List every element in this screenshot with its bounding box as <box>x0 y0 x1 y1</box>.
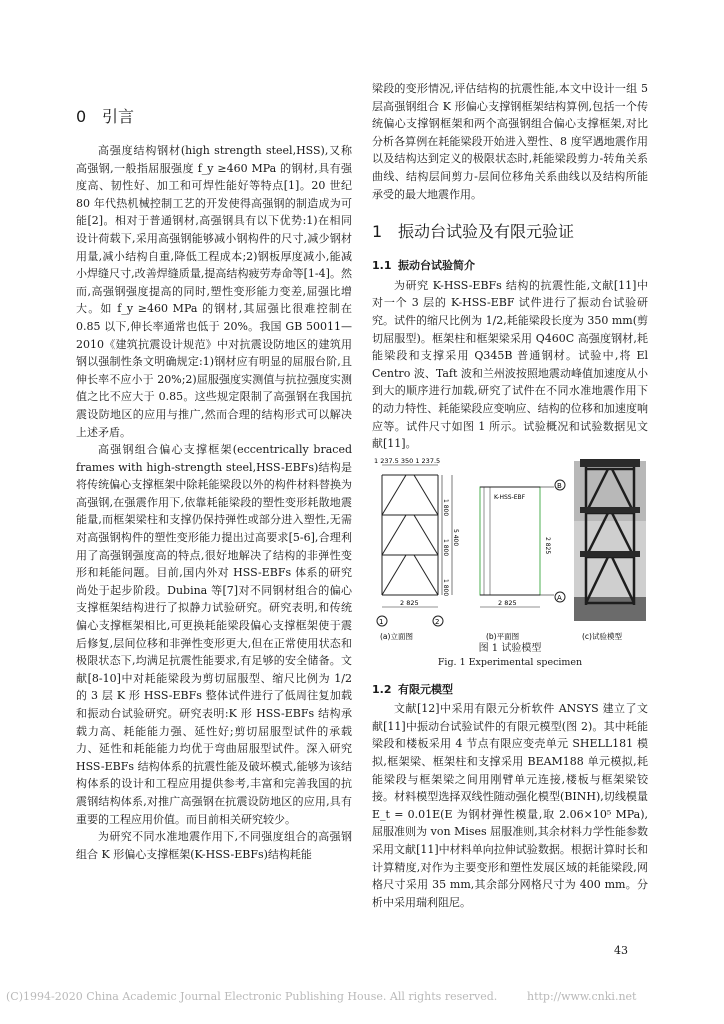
subsection-title: 振动台试验简介 <box>398 259 475 273</box>
right-column <box>372 80 648 911</box>
subsection-number: 1.1 <box>372 259 392 273</box>
figure-caption-en: Fig. 1 Experimental specimen <box>437 656 583 668</box>
subsection-1-2-heading <box>372 681 648 699</box>
paragraph: 为研究不同水准地震作用下,不同强度组合的高强钢组合 K 形偏心支撑框架(K-HSS-EBFs)结构耗能 <box>76 830 352 861</box>
dim-1800-b: 1 800 <box>442 538 449 556</box>
test-model-photo <box>574 459 646 621</box>
subcaption-a: (a)立面图 <box>380 631 413 641</box>
subsection-title: 有限元模型 <box>398 682 453 696</box>
dim-1800-c: 1 800 <box>442 578 449 596</box>
figure-1-drawing <box>372 457 648 642</box>
section-number: 0 <box>76 107 87 126</box>
subcaption-b: (b)平面图 <box>486 631 520 641</box>
subsection-number: 1.2 <box>372 682 392 696</box>
dim-side: 2 825 <box>544 536 551 554</box>
dim-1800-a: 1 800 <box>442 498 449 516</box>
ebf-label: K-HSS-EBF <box>494 493 526 501</box>
dim-total: 5 400 <box>452 528 459 546</box>
footer-url: http://www.cnki.net <box>527 990 637 1003</box>
paragraph: 高强钢组合偏心支撑框架(eccentrically braced frames with high-strength steel,HSS-EBFs)结构是将传统偏心支撑框架中除耗能梁段以外的构件材料替换为高强钢,在强震作用下,依靠耗能梁段的塑性变形耗散地震能量,而框架梁柱和支撑仍保持弹性或部分进入塑性,无需对高强钢构件的塑性变形能力提出过高要求[5-6],合理利用了高强钢强度高的特点,很好地解决了结构的非弹性变形和耗能问题。目前,国内外对 HSS-EBFs 体系的研究尚处于起步阶段。Dubina 等[7]对不同钢材组合的偏心支撑框架结构进行了拟静力试验研究。研究表明,和传统偏心支撑框架相比,可更换耗能梁段偏心支撑框架使于震后修复,层间位移和非弹性变形更大,但在正常使用状态和极限状态下,均满足抗震性能要求,有足够的安全储备。文献[8-10]中对耗能梁段为剪切屈服型、缩尺比例为 1/2 的 3 层 K 形 HSS-EBFs 整体试件进行了低周往复加载和振动台试验研究。研究表明:K 形 HSS-EBFs 结构承载力高、耗能能力强、延性好;剪切屈服型试件的承载力、延性和耗能能力均优于弯曲屈服型试件。深入研究 HSS-EBFs 结构体系的抗震性能及破坏模式,能够为该结构体系的设计和工程应用提供参考,丰富和完善我国的抗震钢结构体系,对推广高强钢在抗震设防地区的应用,具有重要的工程应用价值。而目前相关研究较少。 <box>76 443 352 826</box>
section-0-heading <box>76 106 352 128</box>
paragraph: 文献[12]中采用有限元分析软件 ANSYS 建立了文献[11]中振动台试验试件的有限元模型(图 2)。其中耗能梁段和楼板采用 4 节点有限应变壳单元 SHELL181 模拟,框架梁、框架柱和支撑采用 BEAM188 单元模拟,耗能梁段与框架梁之间用刚臂单元连接,楼板与框架梁铰接。材料模型选择双线性随动强化模型(BINH),切线模量 E_t = 0.01E(E 为钢材弹性模量,取 2.06×10⁵ MPa),屈服准则为 von Mises 屈服准则,其余材料力学性能参数采用文献[11]中材料单向拉伸试验数据。根据计算时长和计算精度,对作为主要变形和塑性发展区域的耗能梁段,网格尺寸采用 35 mm,其余部分网格尺寸为 400 mm。分析中采用瑞利阻尼。 <box>372 702 648 909</box>
section-number: 1 <box>372 222 383 242</box>
dim-bottom-a: 2 825 <box>400 598 419 607</box>
axis-label-a: A <box>557 593 562 602</box>
axis-label-1: 1 <box>379 617 384 626</box>
section-title: 引言 <box>102 107 135 126</box>
paragraph: 为研究 K-HSS-EBFs 结构的抗震性能,文献[11]中对一个 3 层的 K-HSS-EBF 试件进行了振动台试验研究。试件的缩尺比例为 1/2,耗能梁段长度为 350 mm(剪切屈服型)。框架柱和框架梁采用 Q460C 高强度钢材,耗能梁段和支撑采用 Q345B 普通钢材。试验中,将 El Centro 波、Taft 波和兰州波按照地震动峰值加速度从小到大的顺序进行加载,研究了试件在不同水准地震作用下的动力特性、耗能梁段应变响应、结构的位移和加速度响应等。试件尺寸如图 1 所示。试验概况和试验数据见文献[11]。 <box>372 278 648 451</box>
figure-1 <box>372 457 648 642</box>
left-column <box>76 96 352 863</box>
paragraph: 梁段的变形情况,评估结构的抗震性能,本文中设计一组 5 层高强钢组合 K 形偏心支撑钢框架结构算例,包括一个传统偏心支撑钢框架和两个高强钢组合偏心支撑框架,对比分析各算例在耗能梁段开始进入塑性、8 度罕遇地震作用以及结构达到定义的极限状态时,耗能梁段剪力-转角关系曲线、结构层间剪力-层间位移角关系曲线以及结构所能承受的最大地震作用。 <box>372 82 648 201</box>
axis-label-b: B <box>557 481 562 490</box>
subsection-1-1-heading <box>372 257 648 275</box>
paragraph: 高强度结构钢材(high strength steel,HSS),又称高强钢,一般指屈服强度 f_y ≥460 MPa 的钢材,具有强度高、韧性好、加工和可焊性能好等特点[1]。20 世纪80 年代热机械控制工艺的开发使得高强钢的制造成为可能[2]。相对于普通钢材,高强钢具有以下优势:1)在相同设计荷载下,采用高强钢能够减小钢构件的尺寸,减少钢材用量,减小结构自重,降低工程成本;2)钢板厚度减小,能减小焊缝尺寸,改善焊缝质量,提高结构疲劳寿命等[1-4]。然而,高强钢强度提高的同时,塑性变形能力变差,屈强比增大。如 f_y ≥460 MPa 的钢材,其屈强比很难控制在 0.85 以下,伸长率通常也低于 20%。我国 GB 50011—2010《建筑抗震设计规范》中对抗震设防地区的建筑用钢以强制性条文明确规定:1)钢材应有明显的屈服台阶,且伸长率不应小于 20%;2)屈服强度实测值与抗拉强度实测值之比不应大于 0.85。这些规定限制了高强钢在我国抗震设防地区的应用与推广,然而合理的结构形式可以解决上述矛盾。 <box>76 144 352 439</box>
footer-copyright: (C)1994-2020 China Academic Journal Electronic Publishing House. All rights reserved. <box>6 990 498 1003</box>
dim-bottom-b: 2 825 <box>498 598 517 607</box>
subcaption-c: (c)试验模型 <box>582 631 622 641</box>
figure-caption-cn: 图 1 试验模型 <box>478 642 542 654</box>
axis-label-2: 2 <box>435 617 440 626</box>
dims-top-label: 1 237.5 350 1 237.5 <box>374 456 441 465</box>
section-title: 振动台试验及有限元验证 <box>398 222 575 242</box>
page-number: 43 <box>614 944 628 957</box>
section-1-heading <box>372 221 648 243</box>
